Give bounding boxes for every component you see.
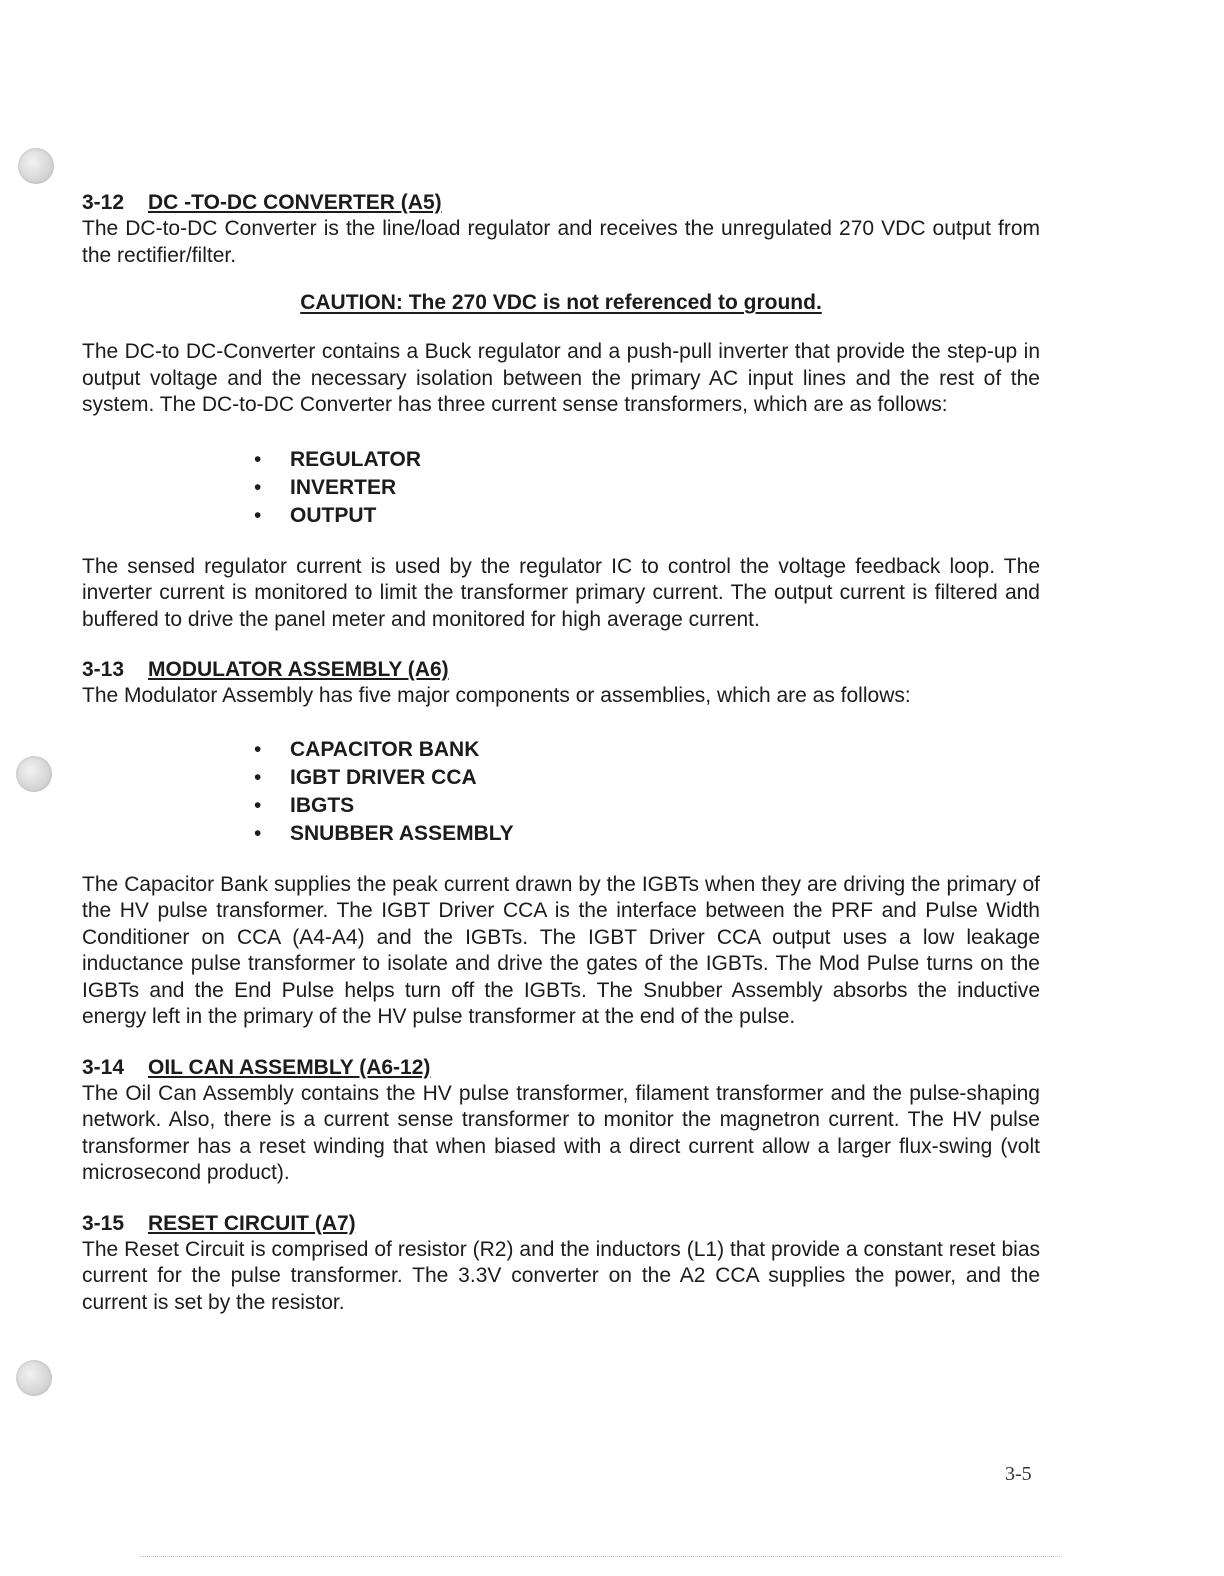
section-number: 3-12 bbox=[82, 191, 125, 214]
section-number: 3-13 bbox=[82, 658, 125, 681]
section-title: MODULATOR ASSEMBLY (A6) bbox=[148, 658, 449, 681]
binder-hole-top bbox=[18, 148, 54, 184]
document-page bbox=[82, 190, 1040, 1316]
section-intro: The Reset Circuit is comprised of resistor (R2) and the inductors (L1) that provide a constant reset bias current for the pulse transformer. The 3.3V converter on the A2 CCA supplies the power, and the current is set by the resistor. bbox=[82, 1237, 1040, 1314]
section-body: The sensed regulator current is used by the regulator IC to control the voltage feedback loop. The inverter current is monitored to limit the transformer primary current. The output current is filtered and buffered to drive the panel meter and monitored for high average current. bbox=[82, 554, 1040, 631]
bottom-divider bbox=[140, 1556, 1060, 1557]
section-heading bbox=[82, 657, 1040, 683]
section-title: OIL CAN ASSEMBLY (A6-12) bbox=[148, 1055, 431, 1079]
list-item: • INVERTER bbox=[252, 474, 1040, 502]
section-heading bbox=[82, 190, 1040, 216]
section-number: 3-14 bbox=[82, 1055, 125, 1079]
section-heading bbox=[82, 1055, 1040, 1081]
list-item: • IGBT DRIVER CCA bbox=[252, 764, 1040, 792]
section-number: 3-15 bbox=[82, 1211, 125, 1235]
section-title: DC -TO-DC CONVERTER (A5) bbox=[148, 191, 442, 214]
section-intro: The Oil Can Assembly contains the HV pulse transformer, filament transformer and the pulse-shaping network. Also, there is a current sense transformer to monitor the magnetron current. The HV pulse transformer has a reset winding that when biased with a direct current allow a larger flux-swing (volt microsecond product). bbox=[82, 1081, 1040, 1184]
binder-hole-middle bbox=[16, 756, 52, 792]
section-body: The DC-to DC-Converter contains a Buck regulator and a push-pull inverter that provide the step-up in output voltage and the necessary isolation between the primary AC input lines and the rest of the system. The DC-to-DC Converter has three current sense transformers, which are as follows: bbox=[82, 340, 1040, 416]
section-intro: The Modulator Assembly has five major components or assemblies, which are as follows: bbox=[82, 684, 911, 707]
binder-hole-bottom bbox=[16, 1360, 52, 1396]
list-item: • OUTPUT bbox=[252, 502, 1040, 530]
list-item: • CAPACITOR BANK bbox=[252, 736, 1040, 764]
bullet-list bbox=[82, 446, 1040, 530]
section-3-14 bbox=[82, 1055, 1040, 1187]
section-title: RESET CIRCUIT (A7) bbox=[148, 1211, 356, 1235]
bullet-list bbox=[82, 736, 1040, 848]
page-number: 3-5 bbox=[1005, 1463, 1032, 1485]
section-3-13 bbox=[82, 657, 1040, 1031]
list-item: • REGULATOR bbox=[252, 446, 1040, 474]
section-intro: The DC-to-DC Converter is the line/load regulator and receives the unregulated 270 VDC output from the rectifier/filter. bbox=[82, 217, 1040, 267]
caution-notice: CAUTION: The 270 VDC is not referenced to ground. bbox=[300, 291, 822, 314]
list-item: • IBGTS bbox=[252, 792, 1040, 820]
section-heading bbox=[82, 1211, 1040, 1237]
list-item: • SNUBBER ASSEMBLY bbox=[252, 820, 1040, 848]
section-body: The Capacitor Bank supplies the peak current drawn by the IGBTs when they are driving the primary of the HV pulse transformer. The IGBT Driver CCA is the interface between the PRF and Pulse Width Conditioner on CCA (A4-A4) and the IGBTs. The IGBT Driver CCA output uses a low leakage inductance pulse transformer to isolate and drive the gates of the IGBTs. The Mod Pulse turns on the IGBTs and the End Pulse helps turn off the IGBTs. The Snubber Assembly absorbs the inductive energy left in the primary of the HV pulse transformer at the end of the pulse. bbox=[82, 872, 1040, 1028]
section-3-12 bbox=[82, 190, 1040, 633]
section-3-15 bbox=[82, 1211, 1040, 1317]
